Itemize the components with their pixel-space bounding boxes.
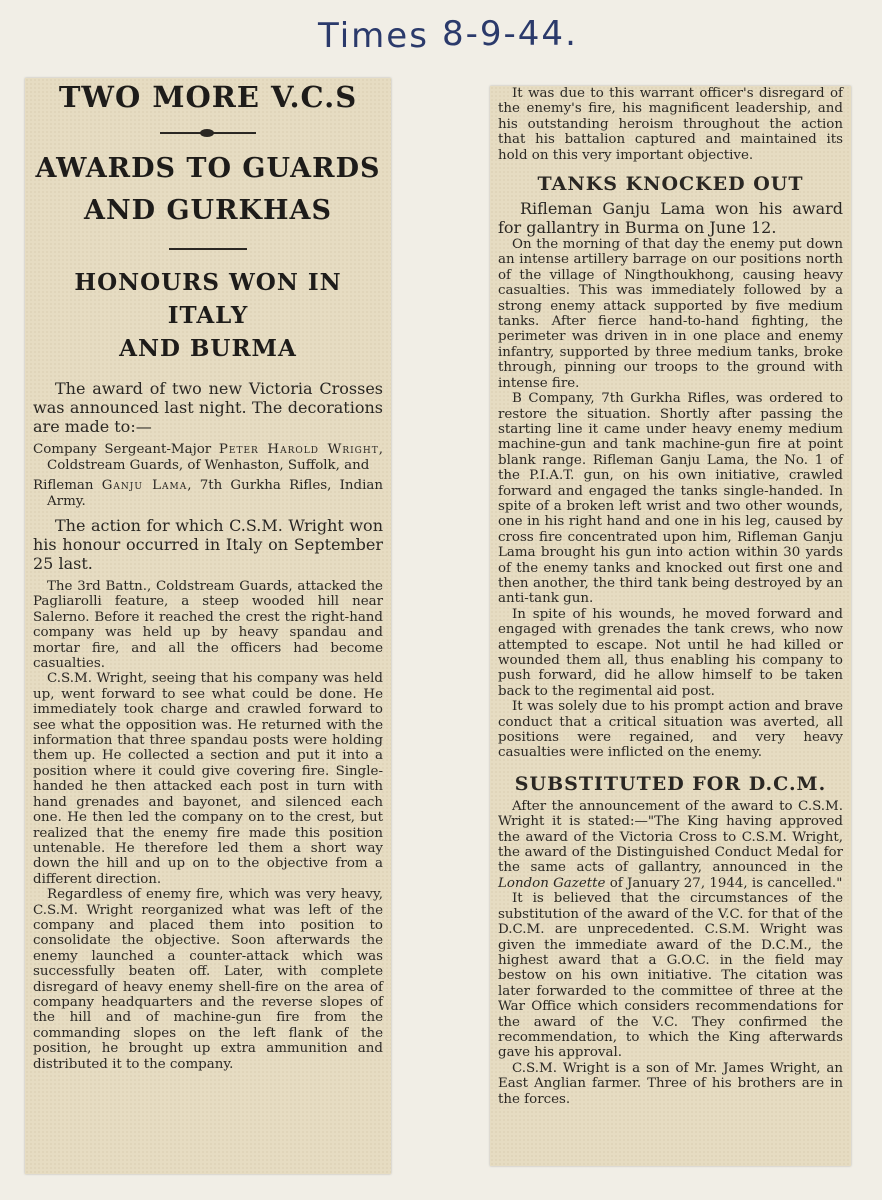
recipient-lama — [33, 478, 383, 510]
recipient-suffix: , Coldstream Guards, of Wenhaston, Suffolk, and — [47, 442, 383, 473]
body-paragraph: The 3rd Battn., Coldstream Guards, attacked the Pagliarolli feature, a steep wooded hill near Salerno. Before it reached the crest the right-hand company was held up by heavy spandau and mortar fire, and all the officers had become casualties. — [33, 579, 383, 672]
recipient-wright — [33, 442, 383, 474]
body-paragraph: On the morning of that day the enemy put down an intense artillery barrage on our positions north of the village of Ningthoukhong, causing heavy casualties. This was immediately followed by a strong enemy attack supported by five medium tanks. After fierce hand-to-hand fighting, the perimeter was driven in in one place and enemy infantry, supported by three medium tanks, broke through, pinning our troops to the ground with intense fire. — [498, 237, 843, 391]
recipient-name: Ganju Lama — [101, 478, 188, 493]
ornament-divider — [160, 132, 256, 134]
body-paragraph: It was solely due to his prompt action and brave conduct that a critical situation was averted, all positions were regained, and very heavy casualties were inflicted on the enemy. — [498, 699, 843, 761]
recipient-suffix: , 7th Gurkha Rifles, Indian Army. — [47, 478, 383, 509]
body-paragraph: B Company, 7th Gurkha Rifles, was ordered to restore the situation. Shortly after passing the starting line it came under heavy enemy medium machine-gun and tank machine-gun fire at point blank range. Rifleman Ganju Lama, the No. 1 of the P.I.A.T. gun, on his own initiative, crawled forward and engaged the tanks single-handed. In spite of a broken left wrist and two other wounds, one in his right hand and one in his leg, caused by cross fire concentrated upon him, Rifleman Ganju Lama brought his gun into action within 30 yards of the enemy tanks and knocked out first one and then another, the third tank being destroyed by an anti-tank gun. — [498, 391, 843, 607]
handwritten-annotation — [318, 6, 618, 76]
left-clipping — [25, 78, 391, 1174]
body-paragraph: C.S.M. Wright, seeing that his company was held up, went forward to see what could be done. He immediately took charge and crawled forward to see what the opposition was. He returned with the information that three spandau posts were holding them up. He collected a section and put it into a position where it could give covering fire. Single-handed he then attacked each post in turn with hand grenades and bayonet, and silenced each one. He then led the company on to the crest, but realized that the enemy fire made this position untenable. He therefore led them a short way down the hill and up on to the objective from a different direction. — [33, 671, 383, 887]
intro-paragraph: The award of two new Victoria Crosses was announced last night. The decorations are made to:— — [33, 379, 383, 436]
recipient-name: Peter Harold Wright — [218, 442, 379, 457]
body-paragraph: C.S.M. Wright is a son of Mr. James Wright, an East Anglian farmer. Three of his brothers are in the forces. — [498, 1060, 843, 1107]
opening-paragraph: It was due to this warrant officer's disregard of the enemy's fire, his magnificent leadership, and his outstanding heroism throughout the action that his battalion captured and maintained its hold on this very important objective. — [498, 86, 843, 163]
annotation-publication: Times — [318, 16, 429, 56]
subheadline-line: AND BURMA — [119, 335, 297, 362]
lead-paragraph: The action for which C.S.M. Wright won his honour occurred in Italy on September 25 last. — [33, 516, 383, 573]
subheadline-honours — [33, 266, 383, 365]
body-paragraph: It is believed that the circumstances of the substitution of the award of the V.C. for that of the D.C.M. are unprecedented. C.S.M. Wright was given the immediate award of the D.C.M., the highest award that a G.O.C. in the field may bestow on his own initiative. The citation was later forwarded to the committee of three at the War Office which considers recommendations for the award of the V.C. They confirmed the recommendation, to which the King afterwards gave his approval. — [498, 891, 843, 1061]
italic-title: London Gazette — [498, 875, 606, 891]
text-run: After the announcement of the award to C.S.M. Wright it is stated:—"The King having approved the award of the Victoria Cross to C.S.M. Wright, the award of the Distinguished Conduct Medal for the same acts of gallantry, announced in the — [498, 798, 843, 876]
right-clipping — [490, 86, 851, 1166]
recipient-prefix: Company Sergeant-Major — [33, 442, 219, 457]
body-paragraph — [498, 799, 843, 891]
subheadline-line: AND GURKHAS — [84, 195, 332, 226]
text-run: of January 27, 1944, is cancelled." — [605, 875, 843, 891]
annotation-date: 8-9-44. — [442, 14, 578, 54]
divider-rule — [169, 248, 247, 250]
body-paragraph: Regardless of enemy fire, which was very heavy, C.S.M. Wright reorganized what was left of the company and placed them into position to consolidate the objective. Soon afterwards the enemy launched a counter-attack which was successfully beaten off. Later, with complete disregard of heavy enemy shell-fire on the area of company headquarters and the reverse slopes of the hill and of machine-gun fire from the commanding slopes on the left flank of the position, he brought up extra ammunition and distributed it to the company. — [33, 887, 383, 1072]
section-heading-tanks: TANKS KNOCKED OUT — [537, 173, 804, 196]
section-lead: Rifleman Ganju Lama won his award for gallantry in Burma on June 12. — [498, 199, 843, 238]
body-paragraph: In spite of his wounds, he moved forward and engaged with grenades the tank crews, who now attempted to escape. Not until he had killed or wounded them all, thus enabling his company to push forward, did he allow himself to be taken back to the regimental aid post. — [498, 606, 843, 699]
subheadline-line: AWARDS TO GUARDS — [35, 153, 381, 184]
recipient-prefix: Rifleman — [33, 478, 102, 493]
subheadline-line: HONOURS WON IN ITALY — [74, 269, 342, 329]
section-heading-dcm: SUBSTITUTED FOR D.C.M. — [514, 772, 827, 795]
subheadline-awards — [33, 148, 383, 232]
main-headline: TWO MORE V.C.S — [58, 80, 358, 114]
